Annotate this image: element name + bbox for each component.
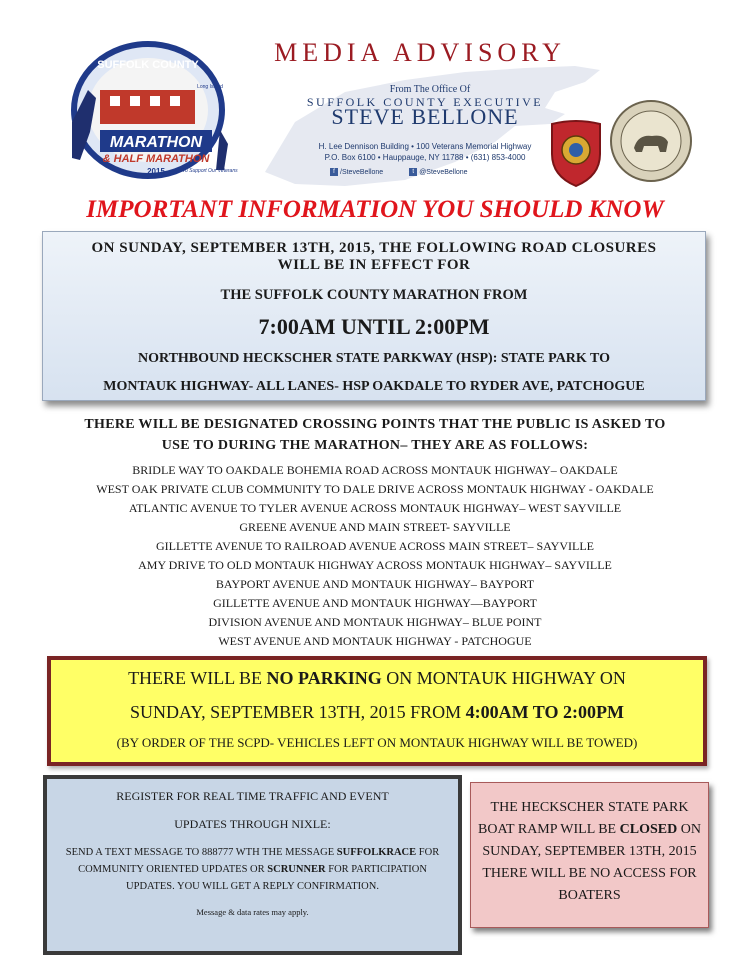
nixle-text: FOR COMMUNITY ORIENTED UPDATES OR [78, 847, 440, 875]
closures-time: 7:00AM UNTIL 2:00PM [258, 314, 490, 339]
parking-time-emphasis: 4:00AM TO 2:00PM [465, 702, 624, 722]
closures-line2: WILL BE IN EFFECT FOR [277, 257, 471, 273]
nixle-registration-box [43, 775, 462, 955]
logo-top-text: SUFFOLK COUNTY [97, 59, 199, 71]
crossing-point: ATLANTIC AVENUE TO TYLER AVENUE ACROSS MONTAUK HIGHWAY– WEST SAYVILLE [128, 501, 622, 515]
logo-window [110, 96, 120, 106]
boat-text: THE HECKSCHER STATE PARK BOAT RAMP WILL BE [478, 800, 689, 837]
office-address-line1: H. Lee Dennison Building • 100 Veterans Memorial Highway [318, 142, 532, 151]
nixle-keyword-suffolkrace: SUFFOLKRACE [336, 847, 417, 858]
crossing-points-list [0, 461, 750, 651]
crossing-point: DIVISION AVENUE AND MONTAUK HIGHWAY– BLUE POINT [208, 615, 542, 629]
parking-line1 [51, 668, 703, 689]
closures-line3: THE SUFFOLK COUNTY MARATHON FROM [220, 287, 528, 303]
nixle-disclaimer: Message & data rates may apply. [196, 907, 309, 917]
boat-ramp-box [470, 782, 709, 928]
office-address-line2: P.O. Box 6100 • Hauppauge, NY 11788 • (631) 853-4000 [324, 153, 526, 162]
boat-closed-emphasis: CLOSED [619, 822, 678, 837]
crossing-intro [0, 414, 750, 456]
crossing-point: GREENE AVENUE AND MAIN STREET- SAYVILLE [239, 520, 511, 534]
facebook-handle: /SteveBellone [340, 168, 384, 176]
logo-tagline: To Support Our Veterans [182, 168, 238, 174]
crossing-point: BRIDLE WAY TO OAKDALE BOHEMIA ROAD ACROSS MONTAUK HIGHWAY– OAKDALE [132, 463, 618, 477]
office-name: STEVE BELLONE [331, 104, 519, 129]
office-title: SUFFOLK COUNTY EXECUTIVE [306, 95, 544, 109]
logo-li-text: Long Island [197, 84, 223, 90]
logo-year: 2015 [147, 167, 165, 176]
police-badge-icon [548, 118, 604, 188]
county-seal-icon [608, 98, 694, 184]
crossing-intro-line2: USE TO DURING THE MARATHON– THEY ARE AS FOLLOWS: [161, 438, 589, 453]
logo-window [150, 96, 160, 106]
parking-line3: (BY ORDER OF THE SCPD- VEHICLES LEFT ON MONTAUK HIGHWAY WILL BE TOWED) [116, 735, 638, 750]
parking-text: ON MONTAUK HIGHWAY ON [381, 668, 626, 688]
boat-text: ON SUNDAY, SEPTEMBER 13TH, 2015 THERE WILL BE NO ACCESS FOR BOATERS [482, 822, 701, 903]
facebook-icon: f [330, 168, 338, 176]
parking-text: THERE WILL BE [128, 668, 267, 688]
page-title: MEDIA ADVISORY [274, 38, 566, 67]
nixle-keyword-scrunner: SCRUNNER [267, 864, 326, 875]
parking-text: SUNDAY, SEPTEMBER 13TH, 2015 FROM [130, 702, 466, 722]
important-headline: IMPORTANT INFORMATION YOU SHOULD KNOW [86, 196, 664, 223]
crossing-point: GILLETTE AVENUE AND MONTAUK HIGHWAY—BAYPORT [213, 596, 537, 610]
crossing-point: WEST OAK PRIVATE CLUB COMMUNITY TO DALE DRIVE ACROSS MONTAUK HIGHWAY - OAKDALE [96, 482, 654, 496]
facebook-link[interactable] [330, 168, 383, 176]
logo-half-text: & HALF MARATHON [102, 153, 210, 165]
parking-line2 [51, 702, 703, 723]
closures-line1: ON SUNDAY, SEPTEMBER 13TH, 2015, THE FOLLOWING ROAD CLOSURES [91, 240, 657, 256]
twitter-icon: t [409, 168, 417, 176]
crossing-point: BAYPORT AVENUE AND MONTAUK HIGHWAY– BAYPORT [215, 577, 535, 591]
nixle-text: FOR PARTICIPATION UPDATES. YOU WILL GET A REPLY CONFIRMATION. [126, 864, 427, 892]
social-links [330, 168, 468, 176]
logo-window [170, 96, 180, 106]
nixle-body [47, 844, 458, 895]
logo-window [130, 96, 140, 106]
nixle-text: SEND A TEXT MESSAGE TO 888777 WTH THE MESSAGE [65, 847, 337, 858]
crossing-point: AMY DRIVE TO OLD MONTAUK HIGHWAY ACROSS MONTAUK HIGHWAY– SAYVILLE [138, 558, 612, 572]
marathon-logo [60, 40, 240, 190]
twitter-link[interactable] [409, 168, 467, 176]
office-from-label: From The Office Of [389, 84, 471, 95]
closures-line6: MONTAUK HIGHWAY- ALL LANES- HSP OAKDALE TO RYDER AVE, PATCHOGUE [103, 379, 645, 394]
logo-buildings [100, 90, 195, 124]
crossing-point: GILLETTE AVENUE TO RAILROAD AVENUE ACROSS MAIN STREET– SAYVILLE [155, 539, 594, 553]
twitter-handle: @SteveBellone [419, 168, 468, 176]
crossing-intro-line1: THERE WILL BE DESIGNATED CROSSING POINTS THAT THE PUBLIC IS ASKED TO [84, 417, 666, 432]
badge-center [569, 143, 583, 157]
crossing-point: WEST AVENUE AND MONTAUK HIGHWAY - PATCHOGUE [218, 634, 532, 648]
closures-line5: NORTHBOUND HECKSCHER STATE PARKWAY (HSP): STATE PARK TO [137, 351, 611, 366]
no-parking-box [47, 656, 707, 766]
nixle-line1: REGISTER FOR REAL TIME TRAFFIC AND EVENT [116, 789, 389, 803]
nixle-line2: UPDATES THROUGH NIXLE: [174, 817, 331, 831]
road-closures-box [42, 231, 706, 401]
no-parking-emphasis: NO PARKING [266, 668, 382, 688]
logo-marathon-text: MARATHON [109, 134, 203, 151]
